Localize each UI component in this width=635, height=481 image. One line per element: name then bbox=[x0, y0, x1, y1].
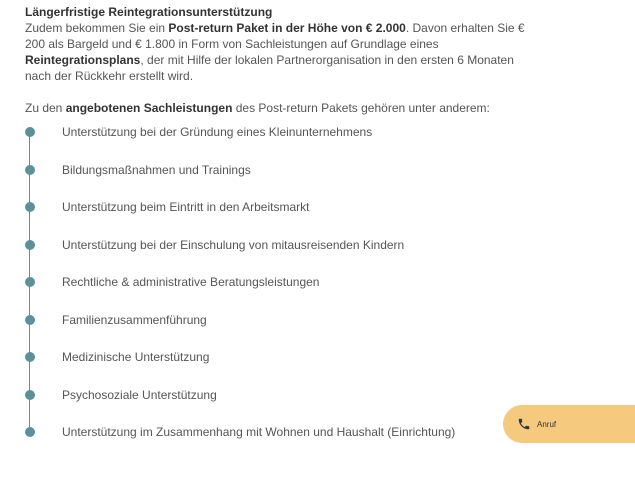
section-heading: Längerfristige Reintegrationsunterstützung bbox=[25, 5, 273, 19]
benefit-label: Unterstützung im Zusammenhang mit Wohnen und Haushalt (Einrichtung) bbox=[62, 425, 456, 439]
bullet-dot-icon bbox=[25, 390, 35, 400]
package-text-3: , der mit Hilfe der lokalen Partnerorganisation in den ersten 6 Monaten nach der Rückkehr erstellt wird. bbox=[25, 53, 514, 83]
reintegration-section bbox=[25, 4, 525, 116]
package-text-2: . Davon erhalten Sie € 200 als Bargeld und € 1.800 in Form von Sachleistungen auf Grundlage eines bbox=[25, 21, 525, 51]
bullet-dot-icon bbox=[25, 315, 35, 325]
list-item bbox=[25, 312, 207, 328]
bullet-dot-icon bbox=[25, 202, 35, 212]
list-item bbox=[25, 237, 404, 253]
benefit-label: Unterstützung bei der Einschulung von mitausreisenden Kindern bbox=[62, 237, 405, 252]
bullet-dot-icon bbox=[25, 127, 35, 137]
phone-icon bbox=[517, 417, 531, 431]
bullet-dot-icon bbox=[25, 352, 35, 362]
list-item bbox=[25, 199, 309, 215]
intro-bold: angebotenen Sachleistungen bbox=[65, 101, 233, 115]
bullet-dot-icon bbox=[25, 240, 35, 250]
intro-text-1: Zu den bbox=[25, 101, 66, 115]
list-item bbox=[25, 424, 455, 440]
reintegration-plan-term: Reintegrationsplans bbox=[25, 53, 141, 67]
benefit-label: Rechtliche & administrative Beratungsleistungen bbox=[62, 275, 320, 289]
call-button[interactable] bbox=[503, 405, 635, 443]
package-text-1: Zudem bekommen Sie ein bbox=[25, 21, 169, 35]
call-button-label: Anruf bbox=[537, 419, 557, 429]
list-item bbox=[25, 349, 209, 365]
intro-text-2: des Post-return Pakets gehören unter anderem: bbox=[232, 101, 490, 115]
package-description bbox=[25, 20, 525, 84]
list-item bbox=[25, 162, 251, 178]
list-item bbox=[25, 124, 372, 140]
bullet-dot-icon bbox=[25, 427, 35, 437]
bullet-dot-icon bbox=[25, 165, 35, 175]
benefit-label: Familienzusammenführung bbox=[62, 312, 207, 327]
benefits-intro bbox=[25, 100, 525, 116]
package-amount: Post-return Paket in der Höhe von € 2.000 bbox=[168, 21, 406, 35]
benefit-label: Bildungsmaßnahmen und Trainings bbox=[62, 162, 251, 177]
bullet-dot-icon bbox=[25, 277, 35, 287]
benefit-label: Psychosoziale Unterstützung bbox=[62, 387, 217, 402]
benefit-label: Medizinische Unterstützung bbox=[62, 350, 210, 364]
benefit-label: Unterstützung beim Eintritt in den Arbeitsmarkt bbox=[62, 200, 310, 214]
benefit-label: Unterstützung bei der Gründung eines Kleinunternehmens bbox=[62, 125, 373, 139]
list-item bbox=[25, 274, 319, 290]
list-item bbox=[25, 387, 217, 403]
benefits-timeline bbox=[25, 124, 545, 444]
